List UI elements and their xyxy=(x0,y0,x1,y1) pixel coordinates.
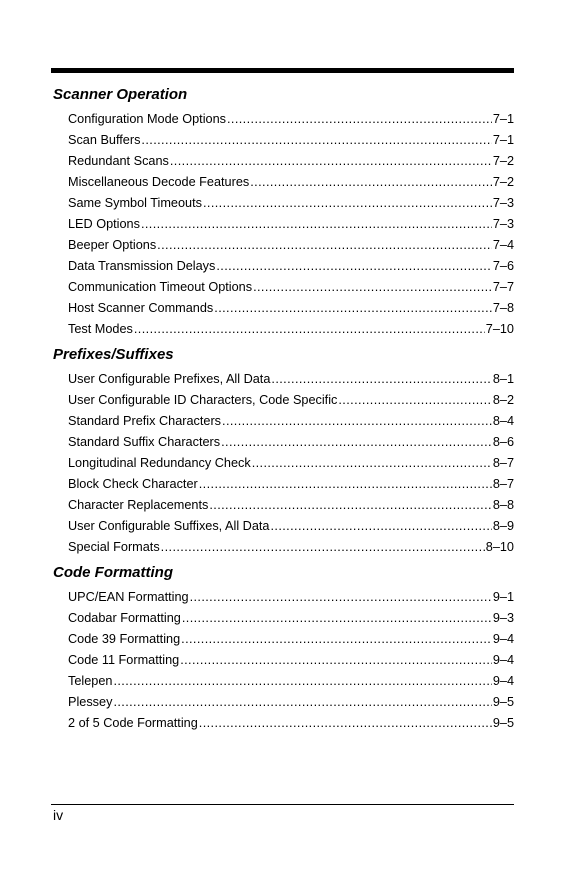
toc-entry-page: 7–4 xyxy=(492,238,514,252)
toc-entry-title: Communication Timeout Options xyxy=(68,280,253,294)
toc-entry-title: Telepen xyxy=(68,674,113,688)
dot-leader xyxy=(250,172,492,193)
toc-entry-title: User Configurable ID Characters, Code Specific xyxy=(68,393,338,407)
dot-leader xyxy=(180,650,492,671)
toc-entry-page: 7–8 xyxy=(492,301,514,315)
dot-leader xyxy=(209,495,491,516)
toc-entry-page: 7–2 xyxy=(492,154,514,168)
toc-entry-title: Code 39 Formatting xyxy=(68,632,181,646)
section-heading: Code Formatting xyxy=(53,564,173,581)
toc-entry-page: 9–4 xyxy=(492,632,514,646)
toc-entry-page: 7–1 xyxy=(492,133,514,147)
section-heading: Scanner Operation xyxy=(53,86,188,103)
toc-entry-title: Host Scanner Commands xyxy=(68,301,214,315)
dot-leader xyxy=(199,713,492,734)
toc-entry[interactable] xyxy=(68,713,514,734)
toc-entry[interactable] xyxy=(68,235,514,256)
toc-entry[interactable] xyxy=(68,474,514,495)
toc-entry-page: 9–4 xyxy=(492,653,514,667)
toc-entries xyxy=(53,106,514,340)
dot-leader xyxy=(270,516,491,537)
toc-entry[interactable] xyxy=(68,298,514,319)
toc-entry[interactable] xyxy=(68,256,514,277)
toc-entry[interactable] xyxy=(68,432,514,453)
dot-leader xyxy=(203,193,492,214)
toc-entry-title: Redundant Scans xyxy=(68,154,169,168)
toc-entry[interactable] xyxy=(68,214,514,235)
dot-leader xyxy=(253,277,492,298)
toc-entry-page: 8–4 xyxy=(492,414,514,428)
footer-rule xyxy=(51,804,514,805)
dot-leader xyxy=(338,390,491,411)
toc-entry-page: 8–10 xyxy=(485,540,514,554)
toc-entry[interactable] xyxy=(68,390,514,411)
toc-entry-title: Scan Buffers xyxy=(68,133,141,147)
dot-leader xyxy=(182,608,492,629)
toc-entry[interactable] xyxy=(68,650,514,671)
toc-entry-title: Miscellaneous Decode Features xyxy=(68,175,250,189)
toc-entry-title: 2 of 5 Code Formatting xyxy=(68,716,198,730)
toc-entry-page: 8–2 xyxy=(492,393,514,407)
toc-entry-page: 7–10 xyxy=(485,322,514,336)
dot-leader xyxy=(222,411,492,432)
toc-entry[interactable] xyxy=(68,277,514,298)
toc-entry[interactable] xyxy=(68,495,514,516)
toc-entry-page: 9–5 xyxy=(492,716,514,730)
toc-entry[interactable] xyxy=(68,587,514,608)
toc-entry-title: Configuration Mode Options xyxy=(68,112,226,126)
toc-entry-title: Beeper Options xyxy=(68,238,157,252)
toc-entry-page: 7–1 xyxy=(492,112,514,126)
dot-leader xyxy=(161,537,485,558)
toc-entry[interactable] xyxy=(68,692,514,713)
toc-entry[interactable] xyxy=(68,369,514,390)
toc-entry[interactable] xyxy=(68,671,514,692)
toc-entry-page: 7–3 xyxy=(492,217,514,231)
toc-entry-page: 9–1 xyxy=(492,590,514,604)
toc-entry-title: Character Replacements xyxy=(68,498,209,512)
toc-entry-page: 8–7 xyxy=(492,456,514,470)
toc-entry-title: Code 11 Formatting xyxy=(68,653,180,667)
toc-entry-page: 9–3 xyxy=(492,611,514,625)
dot-leader xyxy=(221,432,492,453)
toc-entry[interactable] xyxy=(68,411,514,432)
section-heading: Prefixes/Suffixes xyxy=(53,346,174,363)
toc-entry-page: 7–2 xyxy=(492,175,514,189)
toc-entry-page: 8–6 xyxy=(492,435,514,449)
toc-entry-page: 8–1 xyxy=(492,372,514,386)
toc-entries xyxy=(53,366,514,558)
top-rule xyxy=(51,68,514,73)
dot-leader xyxy=(157,235,492,256)
toc-entry[interactable] xyxy=(68,516,514,537)
toc-entry-title: Same Symbol Timeouts xyxy=(68,196,202,210)
toc-entry-title: User Configurable Suffixes, All Data xyxy=(68,519,270,533)
toc-entry[interactable] xyxy=(68,172,514,193)
dot-leader xyxy=(252,453,492,474)
toc-entry-page: 7–6 xyxy=(492,259,514,273)
toc-entry-title: Longitudinal Redundancy Check xyxy=(68,456,251,470)
dot-leader xyxy=(216,256,491,277)
toc-entry-page: 8–7 xyxy=(492,477,514,491)
toc-entry[interactable] xyxy=(68,130,514,151)
dot-leader xyxy=(170,151,492,172)
toc-entry-title: Codabar Formatting xyxy=(68,611,181,625)
toc-entry-title: Block Check Character xyxy=(68,477,198,491)
dot-leader xyxy=(181,629,492,650)
dot-leader xyxy=(134,319,485,340)
toc-entry[interactable] xyxy=(68,319,514,340)
toc-entry-title: Test Modes xyxy=(68,322,133,336)
toc-entry-page: 8–8 xyxy=(492,498,514,512)
dot-leader xyxy=(113,671,491,692)
toc-entry[interactable] xyxy=(68,109,514,130)
dot-leader xyxy=(227,109,492,130)
toc-entry[interactable] xyxy=(68,193,514,214)
dot-leader xyxy=(199,474,492,495)
dot-leader xyxy=(271,369,491,390)
toc-section-code-formatting xyxy=(53,562,514,734)
toc-entry[interactable] xyxy=(68,608,514,629)
toc-entry-title: Special Formats xyxy=(68,540,160,554)
toc-entry-page: 8–9 xyxy=(492,519,514,533)
toc-section-prefixes-suffixes xyxy=(53,344,514,558)
toc-entry-page: 7–7 xyxy=(492,280,514,294)
toc-entry[interactable] xyxy=(68,151,514,172)
toc-entry-title: UPC/EAN Formatting xyxy=(68,590,189,604)
toc-entry[interactable] xyxy=(68,537,514,558)
dot-leader xyxy=(214,298,492,319)
toc-entry-title: User Configurable Prefixes, All Data xyxy=(68,372,271,386)
toc-entries xyxy=(53,584,514,734)
toc-entry-title: Standard Prefix Characters xyxy=(68,414,222,428)
toc-entry-page: 9–5 xyxy=(492,695,514,709)
toc-entry-title: Data Transmission Delays xyxy=(68,259,216,273)
toc-entry[interactable] xyxy=(68,453,514,474)
dot-leader xyxy=(141,214,492,235)
toc-entry-page: 9–4 xyxy=(492,674,514,688)
toc-section-scanner-operation xyxy=(53,84,514,340)
toc-entry-title: LED Options xyxy=(68,217,140,231)
dot-leader xyxy=(190,587,492,608)
toc-entry-title: Standard Suffix Characters xyxy=(68,435,221,449)
toc-entry[interactable] xyxy=(68,629,514,650)
toc-entry-title: Plessey xyxy=(68,695,113,709)
page-number: iv xyxy=(53,807,64,823)
dot-leader xyxy=(113,692,491,713)
toc-entry-page: 7–3 xyxy=(492,196,514,210)
table-of-contents xyxy=(53,84,514,738)
dot-leader xyxy=(141,130,491,151)
